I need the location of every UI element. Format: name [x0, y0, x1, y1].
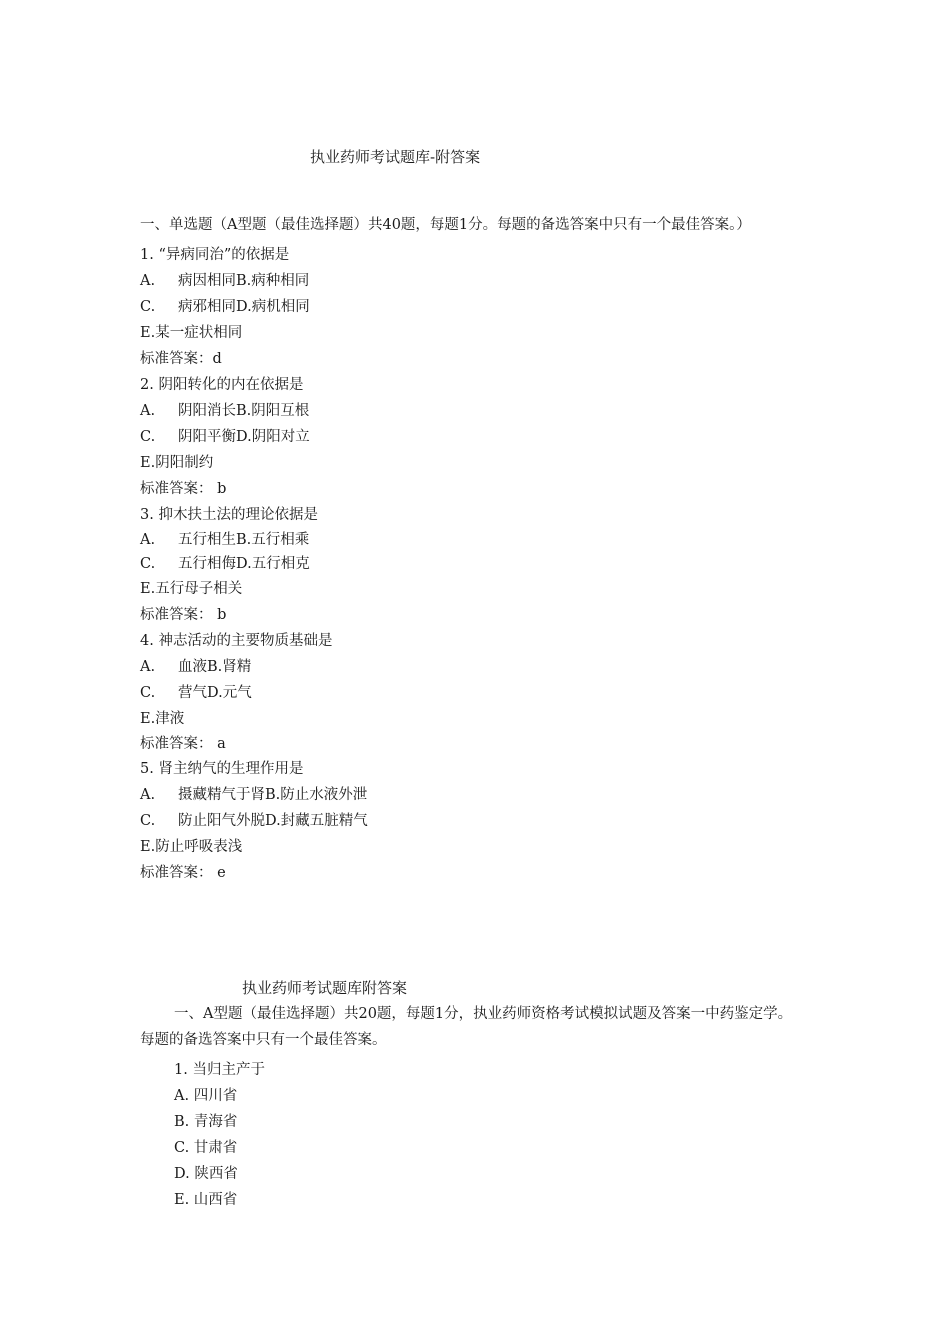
option-letter: C. [140, 299, 156, 315]
option-letter: C. [140, 685, 156, 701]
option-letter: A. [140, 659, 156, 675]
option-d: D. 陕西省 [174, 1166, 238, 1182]
option-letter: A. [140, 403, 156, 419]
option-text: 防止阳气外脱D.封藏五脏精气 [178, 813, 368, 829]
option-line-e: E.某一症状相同 [140, 325, 243, 341]
option-text: 摄藏精气于肾B.防止水液外泄 [178, 787, 368, 803]
question-stem: 1. “异病同治”的依据是 [140, 247, 290, 263]
question-list [140, 1057, 800, 1213]
question-1 [140, 242, 800, 372]
question-3 [140, 502, 800, 628]
standard-answer: 标准答案： a [140, 736, 226, 752]
option-text: 血液B.肾精 [178, 659, 252, 675]
standard-answer: 标准答案：d [140, 351, 222, 367]
section-intro: 一、A型题（最佳选择题）共20题，每题1分，执业药师资格考试模拟试题及答案一中药鉴定学。每题的备选答案中只有一个最佳答案。 [140, 1006, 793, 1048]
question-5 [140, 756, 800, 886]
option-line-cd [140, 680, 800, 706]
option-line-ab [140, 654, 800, 680]
section-intro: 一、单选题（A型题（最佳选择题）共40题，每题1分。每题的备选答案中只有一个最佳答案。） [140, 217, 751, 233]
document-title: 执业药师考试题库-附答案 [310, 148, 481, 166]
option-line-ab [140, 268, 800, 294]
option-text: 五行相生B.五行相乘 [178, 532, 310, 548]
option-line-e: E.津液 [140, 711, 185, 727]
option-line-e: E.五行母子相关 [140, 581, 243, 597]
option-text: 五行相侮D.五行相克 [178, 556, 310, 572]
question-stem: 1. 当归主产于 [174, 1062, 265, 1078]
option-text: 病因相同B.病种相同 [178, 273, 310, 289]
option-line-cd [140, 808, 800, 834]
option-text: 病邪相同D.病机相同 [178, 299, 310, 315]
question-4 [140, 628, 800, 756]
option-line-e: E.阴阳制约 [140, 455, 214, 471]
option-letter: C. [140, 556, 156, 572]
option-text: 阴阳消长B.阴阳互根 [178, 403, 310, 419]
question-stem: 5. 肾主纳气的生理作用是 [140, 761, 304, 777]
section-a-type [140, 1001, 800, 1213]
option-c: C. 甘肃省 [174, 1140, 238, 1156]
option-line-ab [140, 528, 800, 552]
standard-answer: 标准答案： e [140, 865, 226, 881]
option-text: 阴阳平衡D.阴阳对立 [178, 429, 310, 445]
option-letter: C. [140, 429, 156, 445]
option-line-e: E.防止呼吸表浅 [140, 839, 243, 855]
option-text: 营气D.元气 [178, 685, 252, 701]
option-letter: A. [140, 273, 156, 289]
question-stem: 2. 阴阳转化的内在依据是 [140, 377, 304, 393]
section-single-choice [140, 212, 800, 886]
option-letter: A. [140, 787, 156, 803]
option-line-cd [140, 424, 800, 450]
option-b: B. 青海省 [174, 1114, 238, 1130]
question-2 [140, 372, 800, 502]
option-letter: A. [140, 532, 156, 548]
option-line-ab [140, 782, 800, 808]
option-line-ab [140, 398, 800, 424]
question-stem: 3. 抑木扶土法的理论依据是 [140, 507, 318, 523]
option-letter: C. [140, 813, 156, 829]
second-document-title: 执业药师考试题库附答案 [242, 979, 408, 997]
option-line-cd [140, 552, 800, 576]
standard-answer: 标准答案： b [140, 481, 227, 497]
standard-answer: 标准答案： b [140, 607, 227, 623]
option-line-cd [140, 294, 800, 320]
option-a: A. 四川省 [174, 1088, 238, 1104]
option-e: E. 山西省 [174, 1192, 238, 1208]
question-stem: 4. 神志活动的主要物质基础是 [140, 633, 333, 649]
